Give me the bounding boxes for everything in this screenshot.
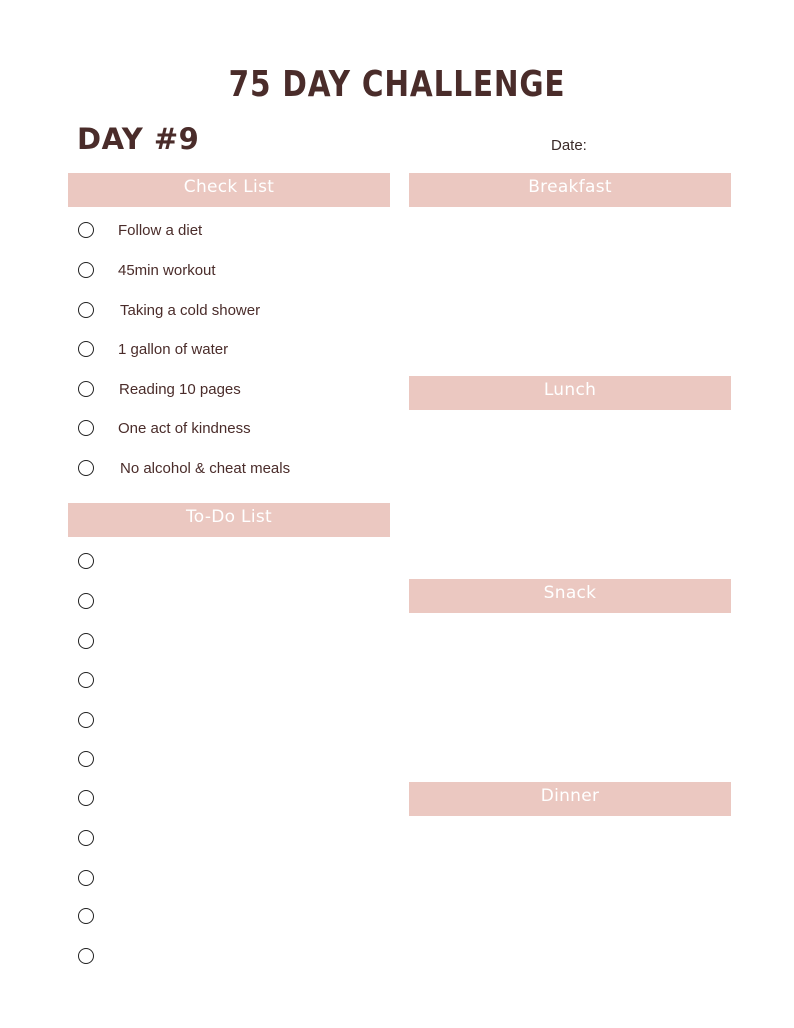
todo-item[interactable] xyxy=(78,630,94,652)
dinner-heading: Dinner xyxy=(409,782,731,816)
checkbox-circle-icon[interactable] xyxy=(78,830,94,846)
checklist-item-label: No alcohol & cheat meals xyxy=(120,459,291,477)
checkbox-circle-icon[interactable] xyxy=(78,790,94,806)
checkbox-circle-icon[interactable] xyxy=(78,870,94,886)
snack-heading: Snack xyxy=(409,579,731,613)
checkbox-circle-icon[interactable] xyxy=(78,222,94,238)
checkbox-circle-icon[interactable] xyxy=(78,633,94,649)
todo-item[interactable] xyxy=(78,550,94,572)
checkbox-circle-icon[interactable] xyxy=(78,672,94,688)
checklist-heading: Check List xyxy=(68,173,390,207)
checklist-item[interactable] xyxy=(78,259,216,281)
checklist-item[interactable] xyxy=(78,219,202,241)
todo-item[interactable] xyxy=(78,945,94,967)
todo-item[interactable] xyxy=(78,590,94,612)
day-label: DAY #9 xyxy=(77,122,200,156)
page-title: 75 DAY CHALLENGE xyxy=(228,64,566,105)
checkbox-circle-icon[interactable] xyxy=(78,420,94,436)
todo-heading: To-Do List xyxy=(68,503,390,537)
todo-item[interactable] xyxy=(78,867,94,889)
checklist-item-label: Taking a cold shower xyxy=(120,301,261,319)
checkbox-circle-icon[interactable] xyxy=(78,593,94,609)
checkbox-circle-icon[interactable] xyxy=(78,948,94,964)
checklist-item-label: Reading 10 pages xyxy=(119,380,241,398)
checkbox-circle-icon[interactable] xyxy=(78,262,94,278)
checkbox-circle-icon[interactable] xyxy=(78,302,94,318)
todo-item[interactable] xyxy=(78,827,94,849)
checkbox-circle-icon[interactable] xyxy=(78,908,94,924)
checkbox-circle-icon[interactable] xyxy=(78,712,94,728)
todo-item[interactable] xyxy=(78,905,94,927)
checklist-item-label: 45min workout xyxy=(118,261,216,279)
lunch-heading: Lunch xyxy=(409,376,731,410)
checklist-item[interactable] xyxy=(78,299,260,321)
date-label: Date: xyxy=(551,137,587,154)
checklist-item-label: Follow a diet xyxy=(118,221,203,239)
checkbox-circle-icon[interactable] xyxy=(78,341,94,357)
checklist-item[interactable] xyxy=(78,338,228,360)
checkbox-circle-icon[interactable] xyxy=(78,381,94,397)
checklist-item-label: One act of kindness xyxy=(118,419,251,437)
todo-item[interactable] xyxy=(78,669,94,691)
checklist-item[interactable] xyxy=(78,378,241,400)
todo-item[interactable] xyxy=(78,748,94,770)
todo-item[interactable] xyxy=(78,709,94,731)
checklist-item-label: 1 gallon of water xyxy=(118,340,229,358)
todo-item[interactable] xyxy=(78,787,94,809)
checkbox-circle-icon[interactable] xyxy=(78,460,94,476)
checkbox-circle-icon[interactable] xyxy=(78,553,94,569)
checkbox-circle-icon[interactable] xyxy=(78,751,94,767)
checklist-item[interactable] xyxy=(78,457,290,479)
breakfast-heading: Breakfast xyxy=(409,173,731,207)
checklist-item[interactable] xyxy=(78,417,251,439)
